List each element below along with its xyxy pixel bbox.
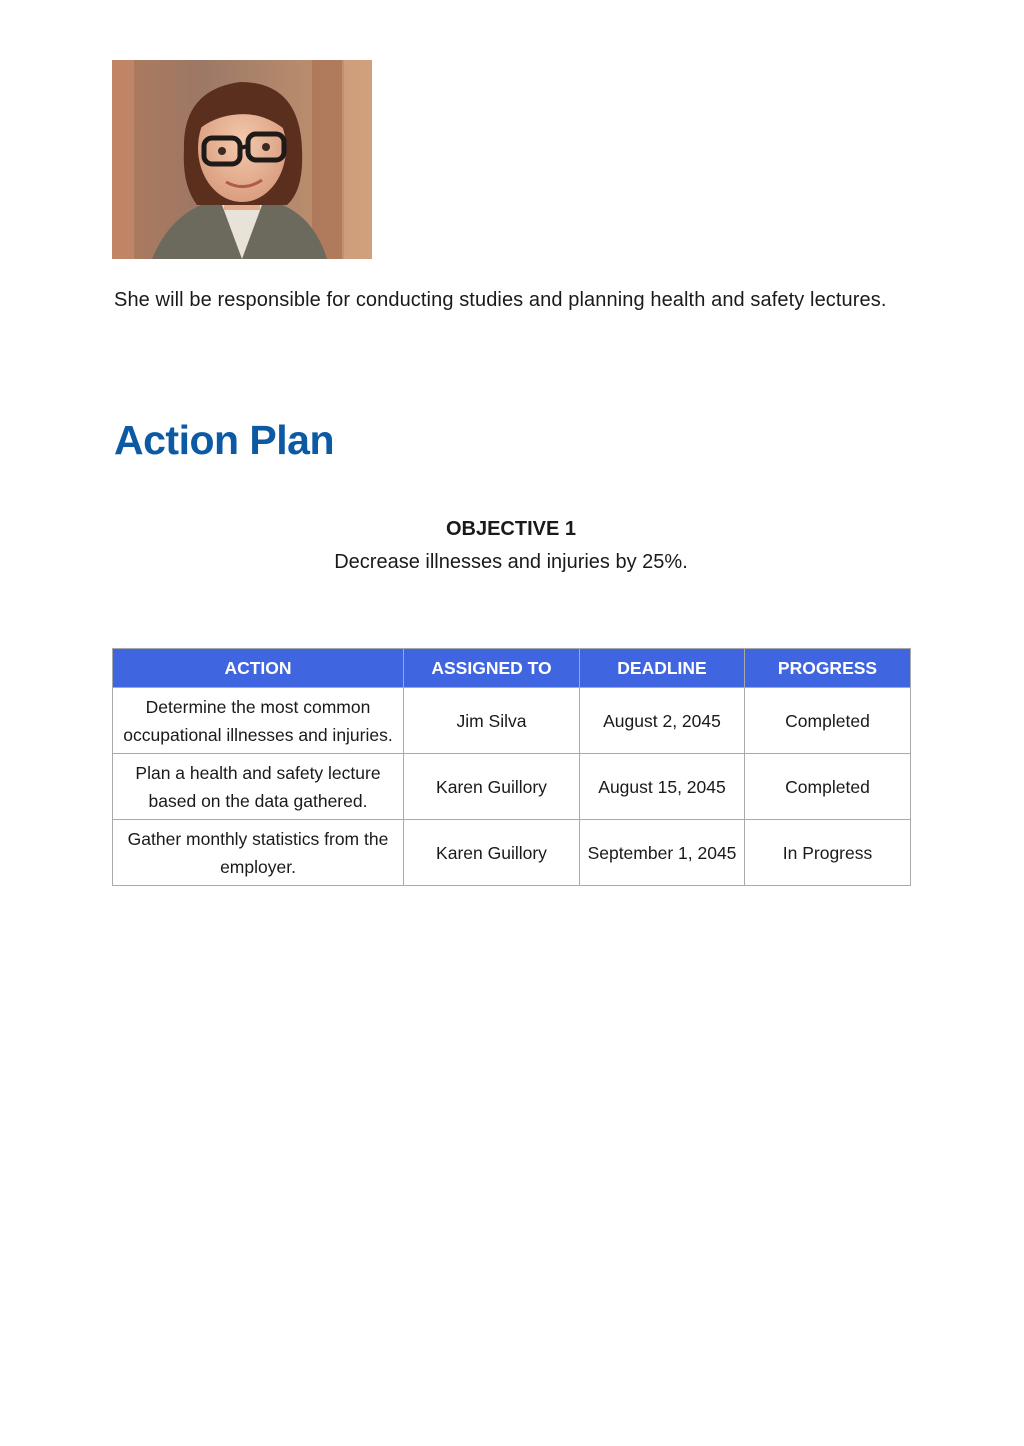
- intro-paragraph: She will be responsible for conducting studies and planning health and safety lectures.: [114, 289, 887, 311]
- action-plan-table: [112, 648, 911, 886]
- section-title: Action Plan: [114, 417, 335, 463]
- objective-label: OBJECTIVE 1: [445, 518, 577, 540]
- cell-deadline: August 2, 2045: [580, 688, 745, 754]
- table-row: [113, 754, 911, 820]
- cell-action: Plan a health and safety lecture based on the data gathered.: [113, 754, 404, 820]
- cell-progress: Completed: [745, 754, 911, 820]
- table-row: [113, 820, 911, 886]
- header-deadline: DEADLINE: [580, 649, 745, 688]
- header-progress: PROGRESS: [745, 649, 911, 688]
- cell-progress: In Progress: [745, 820, 911, 886]
- objective-text: Decrease illnesses and injuries by 25%.: [334, 551, 688, 573]
- cell-assigned-to: Karen Guillory: [404, 754, 580, 820]
- cell-action: Determine the most common occupational illnesses and injuries.: [113, 688, 404, 754]
- cell-deadline: August 15, 2045: [580, 754, 745, 820]
- cell-assigned-to: Karen Guillory: [404, 820, 580, 886]
- header-action: ACTION: [113, 649, 404, 688]
- cell-deadline: September 1, 2045: [580, 820, 745, 886]
- header-assigned-to: ASSIGNED TO: [404, 649, 580, 688]
- cell-progress: Completed: [745, 688, 911, 754]
- table-header-row: [113, 649, 911, 688]
- profile-photo: [112, 60, 372, 259]
- cell-assigned-to: Jim Silva: [404, 688, 580, 754]
- cell-action: Gather monthly statistics from the employer.: [113, 820, 404, 886]
- objective-block: [112, 513, 910, 579]
- table-row: [113, 688, 911, 754]
